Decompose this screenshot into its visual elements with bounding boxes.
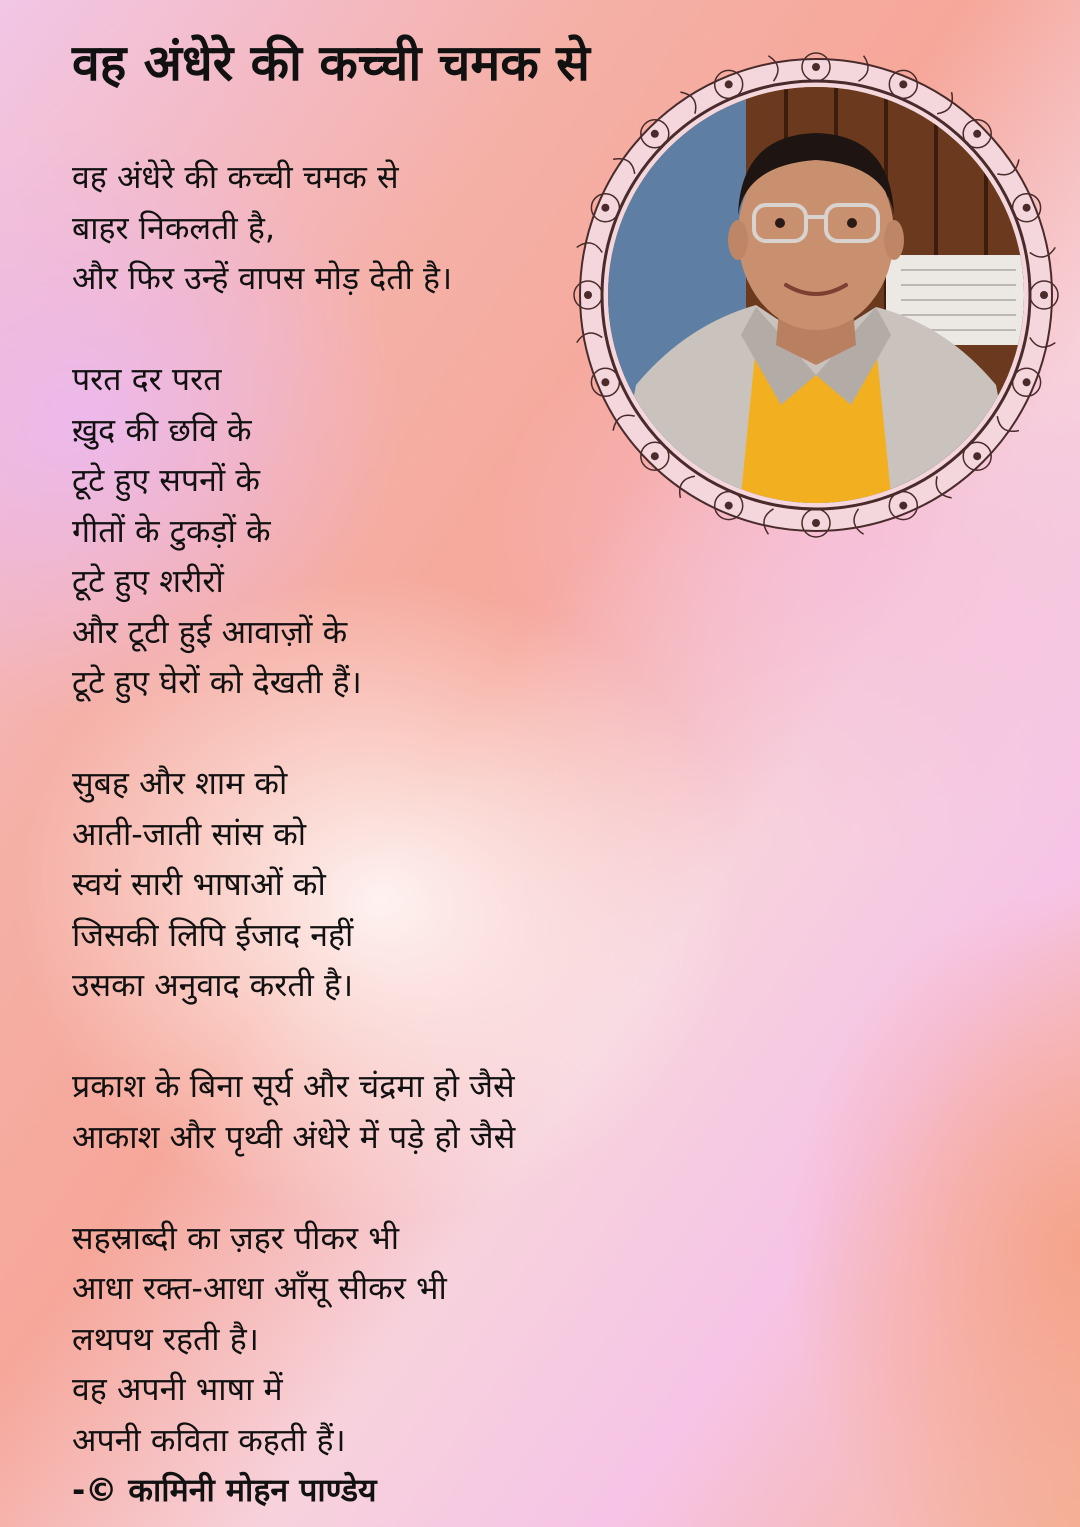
frame-ornament-dot <box>812 63 820 71</box>
poem-line: आकाश और पृथ्वी अंधेरे में पड़े हो जैसे <box>72 1117 516 1156</box>
poem-line: और फिर उन्हें वापस मोड़ देती है। <box>72 259 453 297</box>
author-portrait <box>566 45 1066 545</box>
frame-ornament-dot <box>651 452 659 460</box>
frame-ornament-dot <box>812 519 820 527</box>
poem-line: जिसकी लिपि ईजाद नहीं <box>72 915 354 954</box>
poem-line: वह अंधेरे की कच्ची चमक से <box>72 158 399 196</box>
poem-line: उसका अनुवाद करती है। <box>72 966 354 1004</box>
poem-line: टूटे हुए सपनों के <box>72 461 260 499</box>
poem-line: गीतों के टुकड़ों के <box>72 511 271 550</box>
frame-ornament-dot <box>973 130 981 138</box>
frame-ornament-dot <box>1040 291 1048 299</box>
ornamental-frame-portrait <box>566 45 1066 545</box>
frame-ornament-dot <box>1023 378 1031 386</box>
poem-line: सहस्राब्दी का ज़हर पीकर भी <box>72 1218 400 1257</box>
poem-line: प्रकाश के बिना सूर्य और चंद्रमा हो जैसे <box>72 1067 515 1105</box>
poem-line: परत दर परत <box>72 360 222 398</box>
poem-title: वह अंधेरे की कच्ची चमक से <box>72 34 590 92</box>
poem-line: आधा रक्त-आधा आँसू सीकर भी <box>72 1269 447 1307</box>
poem-line: ख़ुद की छवि के <box>72 410 252 449</box>
poem-line: टूटे हुए घेरों को देखती हैं। <box>72 663 362 701</box>
poem-line: सुबह और शाम को <box>72 764 288 802</box>
frame-ornament-dot <box>651 130 659 138</box>
poem-line: अपनी कविता कहती हैं। <box>72 1420 346 1459</box>
poem-line: और टूटी हुई आवाज़ों के <box>72 612 348 651</box>
poem-line: वह अपनी भाषा में <box>72 1370 283 1408</box>
poem-line: बाहर निकलती है, <box>72 208 275 247</box>
poem-line: आती-जाती सांस को <box>72 814 307 853</box>
frame-ornament-dot <box>1023 204 1031 212</box>
frame-ornament-dot <box>899 502 907 510</box>
author-photo <box>566 45 1066 545</box>
poem-line: स्वयं सारी भाषाओं को <box>72 865 326 903</box>
frame-ornament-dot <box>584 291 592 299</box>
author-signature: -© कामिनी मोहन पाण्डेय <box>72 1471 377 1509</box>
frame-ornament-dot <box>899 80 907 88</box>
frame-ornament-dot <box>601 204 609 212</box>
poem-line: लथपथ रहती है। <box>72 1319 259 1358</box>
frame-ornament-dot <box>725 80 733 88</box>
frame-ornament-dot <box>725 502 733 510</box>
stanza-5 <box>72 1213 692 1466</box>
frame-ornament-dot <box>601 378 609 386</box>
stanza-4 <box>72 1061 692 1162</box>
poem-line: टूटे हुए शरीरों <box>72 562 224 600</box>
stanza-3 <box>72 758 692 1011</box>
frame-ornament-dot <box>973 452 981 460</box>
